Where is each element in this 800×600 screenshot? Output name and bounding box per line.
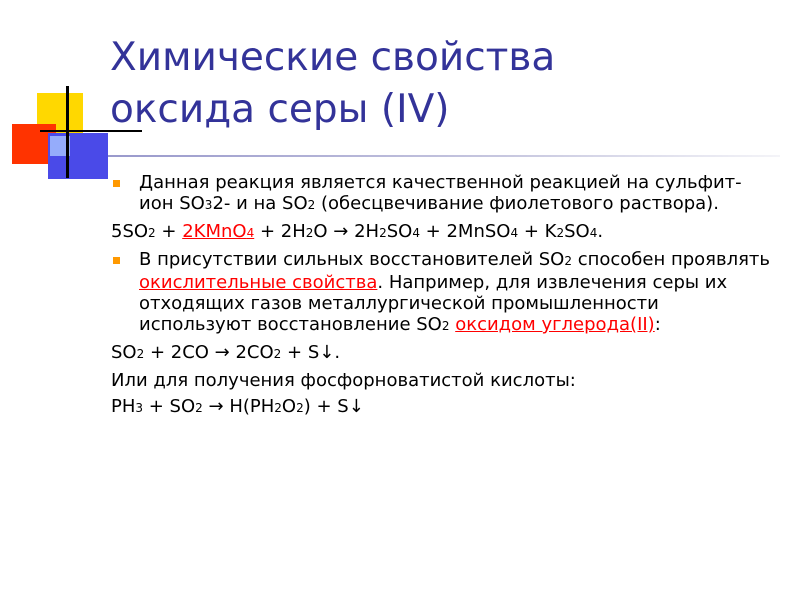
equation-1 (111, 221, 771, 244)
oxidizing-properties-link[interactable]: окислительные свойства (139, 272, 378, 293)
kmno4-link-text: 2KMnO (182, 221, 247, 242)
eq1-s1: 2 (148, 226, 156, 240)
text-line-phosphinic-acid: Или для получения фосфорноватистой кислоты: (111, 370, 576, 391)
eq3-s4: 2 (296, 401, 304, 415)
eq1-p8: SO (564, 221, 590, 242)
title-divider (108, 155, 780, 157)
carbon-monoxide-link[interactable]: оксидом углерода(II) (455, 314, 655, 335)
eq1-p2: + (155, 221, 183, 242)
eq2-p3: + S↓. (281, 342, 341, 363)
eq3-p2: + SO (143, 396, 196, 417)
slide-title-line2: оксида серы (IV) (110, 87, 450, 132)
eq1-p1: 5SO (111, 221, 149, 242)
eq1-s8: 4 (589, 226, 598, 240)
paragraph2-text-b: способен проявлять (571, 249, 771, 270)
eq1-s3: 2 (305, 226, 314, 240)
bullet-paragraph-1 (111, 172, 771, 216)
eq2-p1: SO (111, 342, 137, 363)
bullet-square-icon (113, 257, 120, 264)
paragraph1-text-b: 2- и на SO (212, 193, 308, 214)
eq2-p2: + 2CO → 2CO (144, 342, 274, 363)
eq1-p7: + K (518, 221, 557, 242)
paragraph1-sub-a: 3 (204, 198, 213, 212)
paragraph1-text-c: (обесцвечивание фиолетового раствора). (315, 193, 719, 214)
eq1-s7: 2 (556, 226, 565, 240)
paragraph2-sub-a: 2 (564, 254, 572, 268)
eq1-p6: + 2MnSO (419, 221, 511, 242)
eq3-p4: O (281, 396, 297, 417)
eq3-s3: 2 (274, 401, 282, 415)
bullet-paragraph-2 (111, 249, 771, 337)
eq2-s2: 2 (273, 347, 282, 361)
eq1-p3: + 2H (254, 221, 306, 242)
paragraph1-text-a: Данная реакция является качественной реакцией на сульфит-ион SO (139, 172, 742, 214)
eq3-s1: 3 (135, 401, 144, 415)
eq1-s5: 4 (412, 226, 420, 240)
kmno4-link[interactable] (182, 221, 254, 242)
decorative-vertical-line (66, 86, 69, 178)
eq3-p3: → H(PH (202, 396, 275, 417)
eq3-s2: 2 (195, 401, 203, 415)
paragraph2-sub-c: 2 (441, 319, 450, 333)
kmno4-link-sub: 4 (246, 226, 255, 240)
eq3-p5: ) + S↓ (303, 396, 364, 417)
equation-3 (111, 396, 771, 419)
slide-title-line1: Химические свойства (110, 35, 556, 80)
paragraph2-text-c: . Например, для извлечения серы их отходящих газов металлургической промышленности используют восстановление SO (139, 272, 728, 335)
paragraph2-text-e: : (654, 314, 661, 335)
slide-title (110, 32, 790, 136)
eq1-p4: O → 2H (313, 221, 380, 242)
eq1-p5: SO (386, 221, 413, 242)
paragraph1-sub-b: 2 (307, 198, 316, 212)
eq2-s1: 2 (136, 347, 145, 361)
paragraph2-text-a: В присутствии сильных восстановителей SO (139, 249, 565, 270)
eq1-s6: 4 (510, 226, 519, 240)
eq1-p9: . (597, 221, 604, 242)
eq3-p1: PH (111, 396, 136, 417)
equation-2 (111, 342, 771, 365)
bullet-square-icon (113, 180, 120, 187)
slide-content (111, 172, 771, 424)
eq1-s4: 2 (379, 226, 387, 240)
